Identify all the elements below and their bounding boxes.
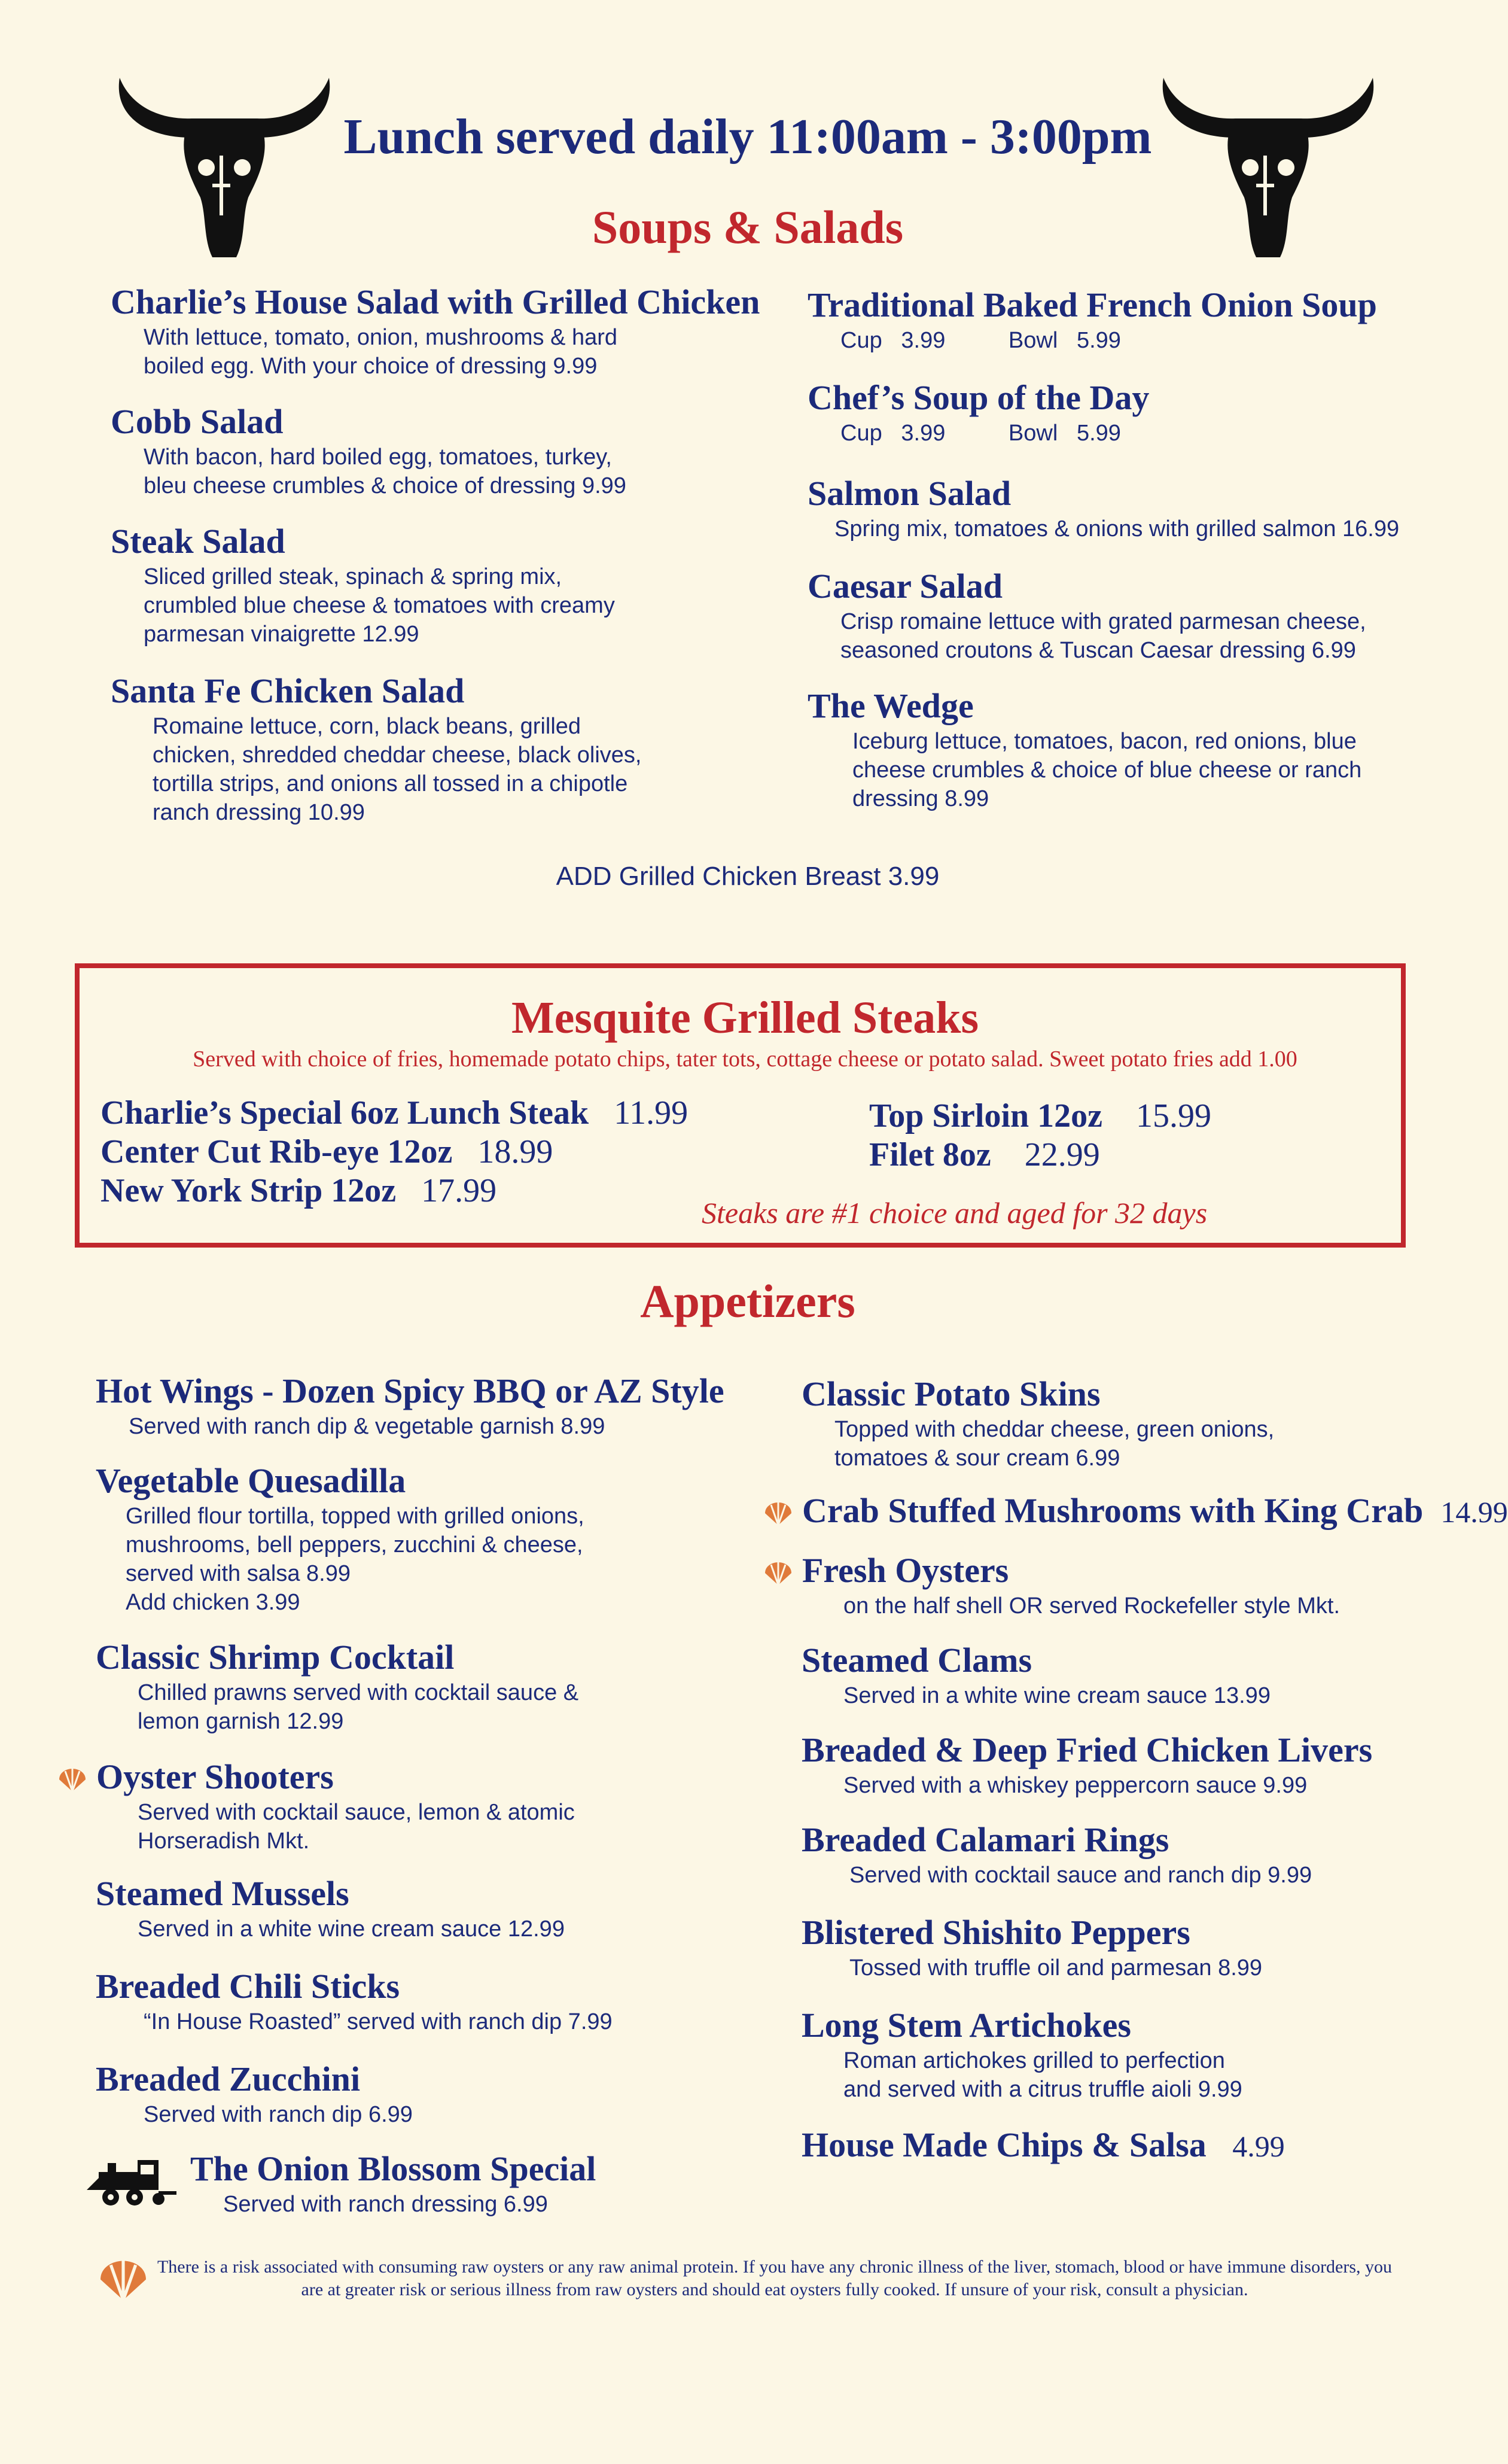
item-name: The Wedge (808, 686, 974, 725)
item-name: Charlie’s House Salad with Grilled Chicken (111, 282, 760, 321)
item-desc: Served with ranch dressing 6.99 (223, 2192, 548, 2217)
item-name: Salmon Salad (808, 474, 1012, 513)
menu-item (96, 1636, 578, 1736)
menu-item (57, 1756, 575, 1855)
steak-price: 15.99 (1136, 1097, 1212, 1134)
item-name: Breaded Zucchini (96, 2060, 361, 2098)
steak-name: New York Strip 12oz (100, 1172, 397, 1209)
steak-price: 18.99 (477, 1133, 553, 1170)
item-name (57, 1756, 575, 1798)
add-on-note: ADD Grilled Chicken Breast 3.99 (556, 862, 940, 891)
menu-item (96, 1460, 584, 1617)
item-name-text: Oyster Shooters (96, 1757, 334, 1796)
item-name: Traditional Baked French Onion Soup (808, 285, 1377, 324)
item-name: The Onion Blossom Special (190, 2149, 596, 2188)
item-name: Chef’s Soup of the Day (808, 378, 1150, 417)
item-name: Breaded Calamari Rings (802, 1820, 1169, 1859)
steak-item (100, 1172, 496, 1210)
locomotive-icon (75, 2154, 179, 2208)
item-price: 4.99 (1232, 2130, 1285, 2163)
seashell-icon (57, 1768, 88, 1794)
item-desc: Roman artichokes grilled to perfection and served with a citrus truffle aioli 9.99 (843, 2048, 1242, 2102)
appetizers-heading: Appetizers (640, 1275, 855, 1327)
item-desc: Served with cocktail sauce, lemon & atomic Horseradish Mkt. (138, 1800, 575, 1854)
item-name: Classic Shrimp Cocktail (96, 1638, 455, 1677)
steak-name: Top Sirloin 12oz (869, 1097, 1103, 1134)
steak-item (869, 1136, 1100, 1174)
item-desc: Cup 3.99 Bowl 5.99 (840, 421, 1121, 446)
item-name (763, 1490, 1508, 1533)
menu-item (111, 401, 626, 500)
steak-item (869, 1097, 1211, 1135)
menu-item (802, 2004, 1242, 2104)
item-name: Cobb Salad (111, 402, 284, 441)
menu-item (96, 1873, 565, 1943)
soups-salads-heading: Soups & Salads (592, 201, 904, 253)
steaks-box (75, 963, 1406, 1248)
page-title: Lunch served daily 11:00am - 3:00pm (343, 109, 1152, 165)
menu-item (96, 1370, 724, 1441)
item-name: Long Stem Artichokes (802, 2006, 1131, 2045)
item-desc: Iceburg lettuce, tomatoes, bacon, red onions, blue cheese crumbles & choice of blue cheese or ranch dressing 8.99 (852, 729, 1362, 811)
item-name: Caesar Salad (808, 567, 1003, 606)
item-desc: “In House Roasted” served with ranch dip 7.99 (144, 2009, 613, 2034)
item-desc: Served with cocktail sauce and ranch dip 9.99 (849, 1863, 1312, 1888)
steak-name: Center Cut Rib-eye 12oz (100, 1133, 453, 1170)
menu-item (802, 1819, 1312, 1890)
item-desc: on the half shell OR served Rockefeller style Mkt. (843, 1593, 1341, 1619)
menu-item (111, 670, 641, 827)
menu-item (111, 521, 615, 649)
item-name (802, 2124, 1285, 2167)
menu-item (802, 2124, 1285, 2167)
menu-item (96, 1966, 613, 2036)
item-price: 14.99 (1440, 1495, 1508, 1529)
menu-item (763, 1550, 1340, 1620)
item-name: Steamed Clams (802, 1641, 1032, 1680)
steak-item (100, 1133, 553, 1171)
menu-item (802, 1373, 1274, 1473)
steak-price: 11.99 (614, 1094, 688, 1131)
seashell-icon (763, 1561, 794, 1587)
item-name: Vegetable Quesadilla (96, 1461, 406, 1500)
item-name-text: House Made Chips & Salsa (802, 2125, 1207, 2164)
item-desc: Romaine lettuce, corn, black beans, grilled chicken, shredded cheddar cheese, black olives, tortilla strips, and onions all tossed in a chipotle ranch dressing 10.99 (153, 714, 642, 825)
item-desc: Served in a white wine cream sauce 13.99 (843, 1683, 1271, 1708)
item-desc: Sliced grilled steak, spinach & spring mix, crumbled blue cheese & tomatoes with creamy parmesan vinaigrette 12.99 (144, 564, 615, 647)
item-desc: Grilled flour tortilla, topped with grilled onions, mushrooms, bell peppers, zucchini & cheese, served with salsa 8.99 Add chicken 3.99 (126, 1504, 584, 1615)
raw-oyster-disclaimer: There is a risk associated with consuming raw oysters or any raw animal protein. If you have any chronic illness of the liver, stomach, blood or have immune disorders, you are at greater risk or serious illness from raw oysters and should eat oysters fully cooked. If unsure of your risk, consult a physician. (157, 2257, 1393, 2299)
item-name-text: Crab Stuffed Mushrooms with King Crab (802, 1491, 1424, 1530)
item-desc: Tossed with truffle oil and parmesan 8.99 (849, 1955, 1263, 1981)
item-desc: Served in a white wine cream sauce 12.99 (138, 1917, 565, 1942)
menu-item (808, 685, 1361, 813)
item-desc: Served with ranch dip 6.99 (144, 2102, 413, 2127)
item-name: Breaded & Deep Fried Chicken Livers (802, 1730, 1373, 1769)
menu-item (111, 281, 760, 381)
steak-item (100, 1094, 688, 1132)
menu-item (808, 473, 1399, 543)
menu-item (808, 377, 1149, 448)
item-name: Hot Wings - Dozen Spicy BBQ or AZ Style (96, 1371, 724, 1410)
menu-item (190, 2148, 596, 2219)
item-desc: Cup 3.99 Bowl 5.99 (840, 328, 1121, 353)
seashell-icon (763, 1501, 794, 1528)
item-name: Breaded Chili Sticks (96, 1967, 400, 2006)
menu-item (808, 284, 1377, 355)
item-desc: Crisp romaine lettuce with grated parmesan cheese, seasoned croutons & Tuscan Caesar dressing 6.99 (840, 609, 1366, 663)
item-desc: Chilled prawns served with cocktail sauce & lemon garnish 12.99 (138, 1680, 579, 1734)
item-name (763, 1550, 1340, 1592)
steak-name: Filet 8oz (869, 1136, 991, 1173)
item-desc: Spring mix, tomatoes & onions with grilled salmon 16.99 (834, 516, 1400, 542)
steak-price: 17.99 (421, 1172, 497, 1209)
menu-item (802, 1729, 1372, 1800)
steaks-tagline: Steaks are #1 choice and aged for 32 days (702, 1196, 1208, 1230)
item-desc: With lettuce, tomato, onion, mushrooms & hard boiled egg. With your choice of dressing 9.99 (144, 325, 618, 379)
item-desc: With bacon, hard boiled egg, tomatoes, turkey, bleu cheese crumbles & choice of dressing 9.99 (144, 445, 626, 498)
steak-price: 22.99 (1024, 1136, 1100, 1173)
item-desc: Topped with cheddar cheese, green onions, tomatoes & sour cream 6.99 (834, 1417, 1275, 1471)
steak-name: Charlie’s Special 6oz Lunch Steak (100, 1094, 589, 1131)
steaks-heading: Mesquite Grilled Steaks (511, 993, 979, 1043)
item-desc: Served with ranch dip & vegetable garnish 8.99 (129, 1414, 605, 1439)
item-name: Steak Salad (111, 522, 285, 561)
item-name: Steamed Mussels (96, 1874, 349, 1913)
steaks-note: Served with choice of fries, homemade potato chips, tater tots, cottage cheese or potato salad. Sweet potato fries add 1.00 (193, 1047, 1297, 1072)
menu-item (802, 1639, 1271, 1710)
menu-item (808, 565, 1366, 665)
item-desc: Served with a whiskey peppercorn sauce 9.99 (843, 1773, 1308, 1798)
item-name: Classic Potato Skins (802, 1374, 1101, 1413)
menu-item (96, 2058, 413, 2129)
menu-item (802, 1912, 1262, 1982)
item-name: Blistered Shishito Peppers (802, 1913, 1190, 1952)
item-name: Santa Fe Chicken Salad (111, 671, 465, 710)
item-name-text: Fresh Oysters (802, 1551, 1009, 1590)
menu-item (763, 1490, 1508, 1533)
